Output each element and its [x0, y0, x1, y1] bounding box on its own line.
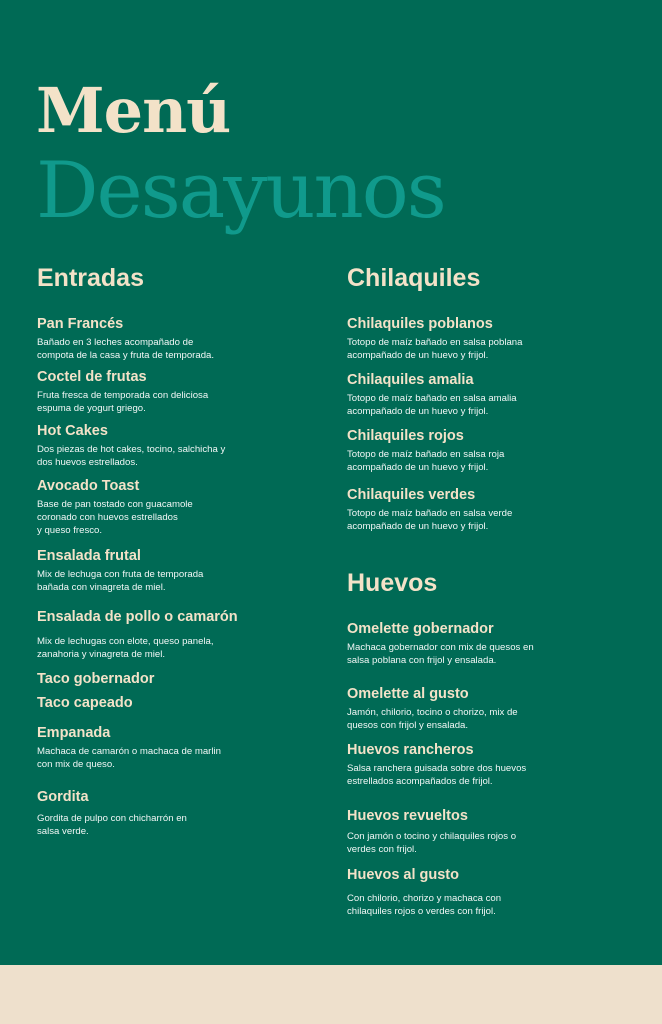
menu-item	[37, 694, 287, 712]
item-name: Omelette gobernador	[347, 621, 494, 637]
menu-title: Menú	[36, 74, 231, 147]
item-description: Gordita de pulpo con chicharrón en salsa verde.	[37, 813, 187, 837]
menu-item	[37, 788, 287, 838]
menu-item	[37, 315, 287, 362]
item-name: Gordita	[37, 789, 89, 805]
item-name: Chilaquiles poblanos	[347, 316, 493, 332]
menu-item	[37, 670, 287, 688]
menu-item	[37, 477, 287, 537]
item-description: Totopo de maíz bañado en salsa verde acompañado de un huevo y frijol.	[347, 508, 513, 532]
menu-item	[347, 620, 597, 667]
section-title-entradas: Entradas	[37, 264, 144, 292]
item-name: Ensalada frutal	[37, 548, 141, 564]
item-name: Coctel de frutas	[37, 369, 147, 385]
section-title-chilaquiles: Chilaquiles	[347, 264, 481, 292]
item-name: Empanada	[37, 725, 111, 741]
item-description: Machaca de camarón o machaca de marlin con mix de queso.	[37, 746, 221, 770]
menu-subtitle: Desayunos	[36, 146, 445, 236]
item-name: Omelette al gusto	[347, 686, 469, 702]
item-name: Huevos rancheros	[347, 742, 474, 758]
item-description: Mix de lechuga con fruta de temporada bañada con vinagreta de miel.	[37, 569, 204, 593]
item-description: Bañado en 3 leches acompañado de compota de la casa y fruta de temporada.	[37, 337, 215, 361]
item-name: Hot Cakes	[37, 423, 108, 439]
menu-item	[347, 371, 597, 418]
item-description: Mix de lechugas con elote, queso panela, zanahoria y vinagreta de miel.	[37, 636, 214, 660]
item-description: Dos piezas de hot cakes, tocino, salchicha y dos huevos estrellados.	[37, 444, 226, 468]
item-name: Taco capeado	[37, 695, 133, 711]
menu-item	[347, 807, 597, 856]
menu-item	[37, 724, 287, 771]
menu-item	[37, 368, 287, 415]
menu-item	[347, 427, 597, 474]
item-description: Totopo de maíz bañado en salsa amalia acompañado de un huevo y frijol.	[347, 393, 517, 417]
item-name: Taco gobernador	[37, 671, 155, 687]
item-description: Con chilorio, chorizo y machaca con chilaquiles rojos o verdes con frijol.	[347, 893, 502, 917]
item-name: Pan Francés	[37, 316, 124, 332]
item-name: Avocado Toast	[37, 478, 140, 494]
item-description: Con jamón o tocino y chilaquiles rojos o verdes con frijol.	[347, 831, 517, 855]
item-description: Totopo de maíz bañado en salsa roja acompañado de un huevo y frijol.	[347, 449, 505, 473]
item-description: Base de pan tostado con guacamole coronado con huevos estrellados y queso fresco.	[37, 499, 193, 536]
item-name: Chilaquiles verdes	[347, 487, 476, 503]
item-description: Salsa ranchera guisada sobre dos huevos estrellados acompañados de frijol.	[347, 763, 527, 787]
menu-item	[37, 422, 287, 469]
item-name: Ensalada de pollo o camarón	[37, 609, 238, 625]
item-description: Jamón, chilorio, tocino o chorizo, mix de quesos con frijol y ensalada.	[347, 707, 518, 731]
menu-item	[347, 315, 597, 362]
menu-item	[347, 486, 597, 533]
footer-band	[0, 965, 662, 1024]
item-name: Huevos revueltos	[347, 808, 468, 824]
item-description: Fruta fresca de temporada con deliciosa espuma de yogurt griego.	[37, 390, 209, 414]
section-title-huevos: Huevos	[347, 569, 438, 597]
item-name: Chilaquiles rojos	[347, 428, 464, 444]
item-name: Chilaquiles amalia	[347, 372, 474, 388]
item-description: Machaca gobernador con mix de quesos en salsa poblana con frijol y ensalada.	[347, 642, 534, 666]
menu-item	[347, 685, 597, 732]
menu-item	[347, 866, 597, 918]
item-description: Totopo de maíz bañado en salsa poblana acompañado de un huevo y frijol.	[347, 337, 523, 361]
menu-item	[37, 608, 287, 661]
menu-item	[37, 547, 287, 594]
item-name: Huevos al gusto	[347, 867, 459, 883]
menu-item	[347, 741, 597, 788]
